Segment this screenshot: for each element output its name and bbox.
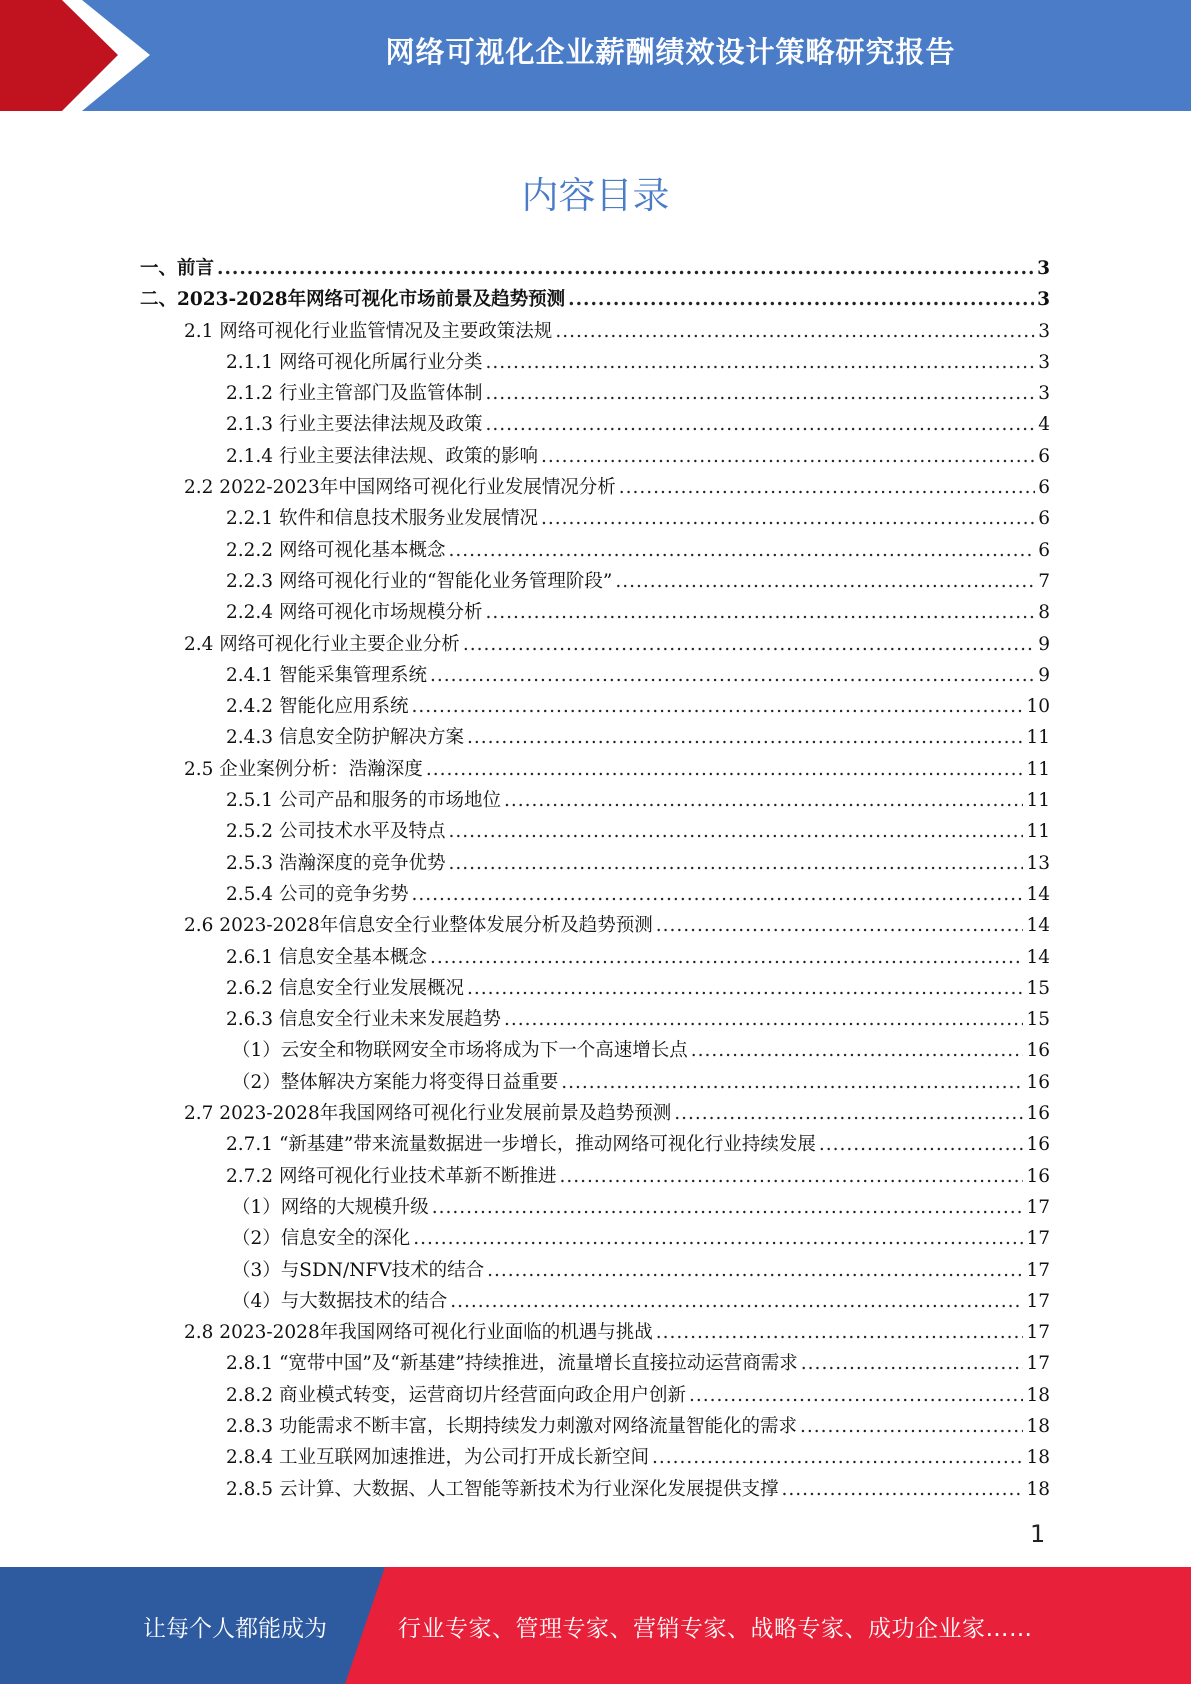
toc-leader-dots	[555, 321, 1035, 342]
toc-entry[interactable]	[140, 630, 1050, 661]
toc-entry-label: 2.5.2 公司技术水平及特点	[226, 821, 446, 843]
toc-entry-label: 2.6.3 信息安全行业未来发展趋势	[226, 1009, 501, 1031]
toc-entry[interactable]	[140, 1443, 1050, 1474]
toc-entry-page: 16	[1026, 1071, 1050, 1093]
toc-entry-label: 2.4.1 智能采集管理系统	[226, 664, 427, 686]
toc-leader-dots	[781, 1479, 1023, 1500]
toc-entry[interactable]	[140, 1318, 1050, 1349]
toc-entry-label: 2.2.3 网络可视化行业的“智能化业务管理阶段”	[226, 570, 613, 592]
toc-entry-page: 9	[1038, 664, 1050, 686]
toc-entry-page: 17	[1026, 1290, 1050, 1312]
toc-leader-dots	[561, 1072, 1023, 1093]
toc-leader-dots	[800, 1416, 1023, 1437]
toc-leader-dots	[652, 1447, 1023, 1468]
toc-entry-page: 3	[1038, 320, 1050, 342]
header-band	[0, 0, 1191, 111]
toc-entry-label: 2.8 2023-2028年我国网络可视化行业面临的机遇与挑战	[184, 1322, 653, 1344]
toc-entry-page: 6	[1038, 477, 1050, 499]
toc-entry-page: 16	[1026, 1040, 1050, 1062]
toc-leader-dots	[541, 446, 1035, 467]
toc-entry-page: 11	[1026, 727, 1050, 749]
toc-entry[interactable]	[140, 1224, 1050, 1255]
toc-entry[interactable]	[140, 911, 1050, 942]
toc-entry[interactable]	[140, 661, 1050, 692]
toc-entry[interactable]	[140, 379, 1050, 410]
toc-entry[interactable]	[140, 849, 1050, 880]
toc-entry-page: 13	[1026, 852, 1050, 874]
toc-entry-page: 17	[1026, 1322, 1050, 1344]
toc-entry-label: （1）网络的大规模升级	[232, 1196, 429, 1218]
toc-entry[interactable]	[140, 1412, 1050, 1443]
toc-entry-label: 2.8.2 商业模式转变，运营商切片经营面向政企用户创新	[226, 1384, 686, 1406]
toc-entry-page: 18	[1026, 1384, 1050, 1406]
toc-leader-dots	[426, 759, 1024, 780]
toc-leader-dots	[485, 602, 1035, 623]
toc-entry-label: （4）与大数据技术的结合	[232, 1290, 448, 1312]
toc-entry-label: 2.2.2 网络可视化基本概念	[226, 539, 446, 561]
toc-entry-page: 10	[1026, 696, 1050, 718]
toc-leader-dots	[487, 1260, 1023, 1281]
toc-leader-dots	[217, 258, 1034, 279]
toc-entry[interactable]	[140, 504, 1050, 535]
toc-entry-page: 14	[1026, 883, 1050, 905]
toc-entry-label: 2.7.2 网络可视化行业技术革新不断推进	[226, 1165, 557, 1187]
toc-entry-label: 2.8.4 工业互联网加速推进，为公司打开成长新空间	[226, 1447, 649, 1469]
toc-entry-page: 3	[1037, 289, 1050, 311]
toc-leader-dots	[463, 634, 1035, 655]
toc-entry[interactable]	[140, 348, 1050, 379]
toc-entry-page: 6	[1038, 445, 1050, 467]
toc-leader-dots	[656, 915, 1024, 936]
toc-entry-label: （3）与SDN/NFV技术的结合	[232, 1259, 485, 1281]
toc-entry-page: 7	[1038, 570, 1050, 592]
toc-entry[interactable]	[140, 1099, 1050, 1130]
toc-entry[interactable]	[140, 692, 1050, 723]
toc-entry[interactable]	[140, 974, 1050, 1005]
toc-entry-label: 2.8.3 功能需求不断丰富，长期持续发力刺激对网络流量智能化的需求	[226, 1415, 797, 1437]
footer-slogan-right: 行业专家、管理专家、营销专家、战略专家、成功企业家……	[398, 1616, 1033, 1642]
toc-entry-label: 2.1.3 行业主要法律法规及政策	[226, 414, 483, 436]
toc-entry-label: 2.5.3 浩瀚深度的竞争优势	[226, 852, 446, 874]
toc-entry[interactable]	[140, 1287, 1050, 1318]
toc-entry-label: 2.8.5 云计算、大数据、人工智能等新技术为行业深化发展提供支撑	[226, 1478, 779, 1500]
toc-leader-dots	[448, 821, 1023, 842]
toc-entry-page: 6	[1038, 508, 1050, 530]
toc-entry-label: （1）云安全和物联网安全市场将成为下一个高速增长点	[232, 1040, 688, 1062]
toc-leader-dots	[450, 1291, 1023, 1312]
toc-entry[interactable]	[140, 1475, 1050, 1506]
toc-entry-label: 2.2 2022-2023年中国网络可视化行业发展情况分析	[184, 477, 616, 499]
toc-leader-dots	[691, 1040, 1024, 1061]
toc-entry-label: 2.6 2023-2028年信息安全行业整体发展分析及趋势预测	[184, 915, 653, 937]
toc-entry-page: 17	[1026, 1196, 1050, 1218]
toc-leader-dots	[674, 1103, 1023, 1124]
toc-entry-label: 二、2023-2028年网络可视化市场前景及趋势预测	[140, 289, 566, 311]
toc-leader-dots	[819, 1134, 1024, 1155]
toc-entry[interactable]	[140, 755, 1050, 786]
toc-entry[interactable]	[140, 1193, 1050, 1224]
toc-entry-label: 2.6.2 信息安全行业发展概况	[226, 977, 464, 999]
toc-entry[interactable]	[140, 442, 1050, 473]
toc-entry-page: 3	[1038, 351, 1050, 373]
toc-leader-dots	[559, 1166, 1023, 1187]
toc-entry[interactable]	[140, 410, 1050, 441]
toc-entry[interactable]	[140, 567, 1050, 598]
toc-entry-page: 18	[1026, 1478, 1050, 1500]
toc-entry[interactable]	[140, 598, 1050, 629]
toc-entry-label: 2.1.2 行业主管部门及监管体制	[226, 383, 483, 405]
toc-entry-label: 2.5.1 公司产品和服务的市场地位	[226, 790, 501, 812]
report-title: 网络可视化企业薪酬绩效设计策略研究报告	[385, 35, 956, 69]
toc-entry-page: 17	[1026, 1353, 1050, 1375]
toc-entry-page: 4	[1038, 414, 1050, 436]
toc-leader-dots	[615, 571, 1035, 592]
toc-entry-page: 11	[1026, 758, 1050, 780]
toc-leader-dots	[656, 1322, 1024, 1343]
toc-entry-page: 14	[1026, 946, 1050, 968]
toc-entry-page: 16	[1026, 1103, 1050, 1125]
toc-entry-page: 15	[1026, 977, 1050, 999]
toc-leader-dots	[504, 1009, 1023, 1030]
toc-leader-dots	[568, 289, 1034, 310]
toc-entry[interactable]	[140, 1349, 1050, 1380]
toc-entry-label: （2）整体解决方案能力将变得日益重要	[232, 1071, 559, 1093]
toc-entry[interactable]	[140, 285, 1050, 316]
toc-entry[interactable]	[140, 1162, 1050, 1193]
toc-entry-page: 18	[1026, 1415, 1050, 1437]
toc-entry-page: 3	[1037, 258, 1050, 279]
table-of-contents	[140, 254, 1050, 1506]
toc-entry[interactable]	[140, 1068, 1050, 1099]
toc-entry[interactable]	[140, 723, 1050, 754]
toc-entry-label: 2.1.4 行业主要法律法规、政策的影响	[226, 445, 538, 467]
footer-slogan-left: 让每个人都能成为	[143, 1616, 327, 1642]
toc-entry-page: 8	[1038, 602, 1050, 624]
toc-leader-dots	[485, 414, 1035, 435]
page-number: 1	[1030, 1520, 1046, 1548]
toc-leader-dots	[448, 853, 1023, 874]
toc-entry-page: 17	[1026, 1259, 1050, 1281]
toc-entry-label: 2.5 企业案例分析：浩瀚深度	[184, 758, 423, 780]
toc-entry-page: 3	[1038, 383, 1050, 405]
toc-entry-label: 2.2.1 软件和信息技术服务业发展情况	[226, 508, 538, 530]
toc-entry-label: 2.6.1 信息安全基本概念	[226, 946, 427, 968]
toc-entry-label: 2.1.1 网络可视化所属行业分类	[226, 351, 483, 373]
toc-entry[interactable]	[140, 317, 1050, 348]
toc-entry-label: 2.7.1 “新基建”带来流量数据进一步增长，推动网络可视化行业持续发展	[226, 1134, 816, 1156]
toc-leader-dots	[430, 665, 1035, 686]
toc-leader-dots	[467, 727, 1023, 748]
toc-entry-label: 2.4.2 智能化应用系统	[226, 696, 409, 718]
toc-entry-page: 17	[1026, 1228, 1050, 1250]
toc-leader-dots	[485, 352, 1035, 373]
toc-entry[interactable]	[140, 1256, 1050, 1287]
toc-entry[interactable]	[140, 1381, 1050, 1412]
toc-heading: 内容目录	[521, 174, 670, 217]
toc-leader-dots	[430, 947, 1023, 968]
toc-entry[interactable]	[140, 817, 1050, 848]
toc-entry-label: 2.1 网络可视化行业监管情况及主要政策法规	[184, 320, 553, 342]
header-chevron-icon	[0, 0, 160, 111]
toc-entry[interactable]	[140, 473, 1050, 504]
toc-entry-page: 16	[1026, 1165, 1050, 1187]
toc-leader-dots	[411, 884, 1023, 905]
toc-leader-dots	[485, 383, 1035, 404]
toc-entry-label: 2.5.4 公司的竞争劣势	[226, 883, 409, 905]
toc-entry-label: 2.2.4 网络可视化市场规模分析	[226, 602, 483, 624]
toc-entry-page: 16	[1026, 1134, 1050, 1156]
toc-entry[interactable]	[140, 943, 1050, 974]
toc-entry[interactable]	[140, 536, 1050, 567]
toc-entry-page: 14	[1026, 915, 1050, 937]
toc-leader-dots	[689, 1385, 1023, 1406]
toc-entry[interactable]	[140, 880, 1050, 911]
toc-entry-page: 11	[1026, 821, 1050, 843]
toc-leader-dots	[619, 477, 1036, 498]
toc-entry[interactable]	[140, 1005, 1050, 1036]
toc-entry-label: 2.4 网络可视化行业主要企业分析	[184, 633, 460, 655]
toc-entry[interactable]	[140, 1036, 1050, 1067]
toc-entry-label: （2）信息安全的深化	[232, 1228, 411, 1250]
toc-leader-dots	[504, 790, 1023, 811]
toc-leader-dots	[432, 1197, 1024, 1218]
toc-leader-dots	[413, 1228, 1023, 1249]
toc-leader-dots	[448, 540, 1035, 561]
toc-entry-label: 一、前言	[140, 258, 215, 279]
toc-entry-page: 11	[1026, 790, 1050, 812]
toc-leader-dots	[411, 696, 1023, 717]
toc-entry-page: 18	[1026, 1447, 1050, 1469]
toc-leader-dots	[801, 1353, 1024, 1374]
toc-entry[interactable]	[140, 1130, 1050, 1161]
toc-entry-page: 6	[1038, 539, 1050, 561]
toc-entry-label: 2.7 2023-2028年我国网络可视化行业发展前景及趋势预测	[184, 1103, 672, 1125]
footer-band	[0, 1567, 1191, 1684]
toc-entry[interactable]	[140, 786, 1050, 817]
toc-leader-dots	[467, 978, 1023, 999]
toc-entry-label: 2.4.3 信息安全防护解决方案	[226, 727, 464, 749]
toc-entry-page: 15	[1026, 1009, 1050, 1031]
toc-entry-page: 9	[1038, 633, 1050, 655]
toc-entry[interactable]	[140, 254, 1050, 285]
toc-entry-label: 2.8.1 “宽带中国”及“新基建”持续推进，流量增长直接拉动运营商需求	[226, 1353, 798, 1375]
toc-leader-dots	[541, 508, 1035, 529]
